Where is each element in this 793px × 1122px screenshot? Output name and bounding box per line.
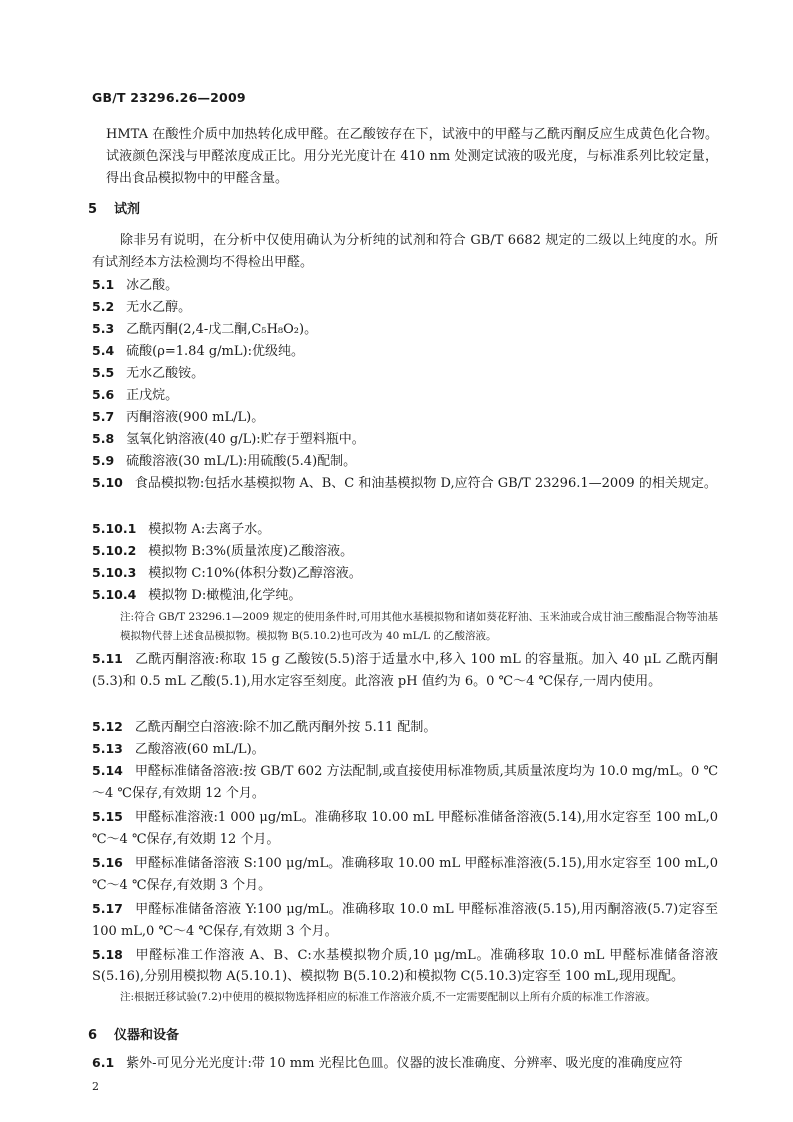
reagents-intro: 除非另有说明，在分析中仅使用确认为分析纯的试剂和符合 GB/T 6682 规定的二级以上纯度的水。所有试剂经本方法检测均不得检出甲醛。 bbox=[92, 233, 718, 270]
note-simulants: 注:符合 GB/T 23296.1—2009 规定的使用条件时,可用其他水基模拟物和诸如葵花籽油、玉米油或合成甘油三酸酯混合物等油基模拟物代替上述食品模拟物。模拟物 B(5.10.2)也可改为 40 mL/L 的乙酸溶液。 bbox=[120, 611, 718, 642]
clause-5-18: 5.18 甲醛标准工作溶液 A、B、C:水基模拟物介质,10 μg/mL。准确移取 10.0 mL 甲醛标准储备溶液 S(5.16),分别用模拟物 A(5.10.1)、模拟物 B(5.10.2)和模拟物 C(5.10.3)定容至 100 mL,现用现配。 bbox=[92, 947, 718, 984]
clause-5-10-1: 5.10.1 模拟物 A:去离子水。 bbox=[92, 521, 271, 537]
clause-5-8: 5.8 氢氧化钠溶液(40 g/L):贮存于塑料瓶中。 bbox=[92, 431, 365, 447]
clause-5-10-2: 5.10.2 模拟物 B:3%(质量浓度)乙酸溶液。 bbox=[92, 543, 354, 559]
section-title: 试剂 bbox=[114, 202, 141, 217]
standard-header: GB/T 23296.26—2009 bbox=[92, 90, 246, 105]
clause-5-14: 5.14 甲醛标准储备溶液:按 GB/T 602 方法配制,或直接使用标准物质,其质量浓度均为 10.0 mg/mL。0 ℃～4 ℃保存,有效期 12 个月。 bbox=[92, 763, 718, 801]
clause-5-1: 5.1 冰乙酸。 bbox=[92, 277, 179, 293]
section-number: 5 bbox=[88, 202, 98, 217]
clause-5-13: 5.13 乙酸溶液(60 mL/L)。 bbox=[92, 741, 265, 757]
clause-5-5: 5.5 无水乙酸铵。 bbox=[92, 365, 205, 381]
clause-6-1: 6.1 紫外-可见分光光度计:带 10 mm 光程比色皿。仪器的波长准确度、分辨率、吸光度的准确度应符 bbox=[92, 1055, 683, 1071]
section-number: 6 bbox=[88, 1028, 98, 1043]
clause-5-16: 5.16 甲醛标准储备溶液 S:100 μg/mL。准确移取 10.00 mL 甲醛标准溶液(5.15),用水定容至 100 mL,0 ℃～4 ℃保存,有效期 3 个月。 bbox=[92, 855, 718, 893]
clause-5-3: 5.3 乙酰丙酮(2,4-戊二酮,C₅H₈O₂)。 bbox=[92, 321, 318, 337]
page-number: 2 bbox=[92, 1080, 99, 1093]
clause-5-11: 5.11 乙酰丙酮溶液:称取 15 g 乙酸铵(5.5)溶于适量水中,移入 100 mL 的容量瓶。加入 40 μL 乙酰丙酮(5.3)和 0.5 mL 乙酸(5.1),用水定容至刻度。此溶液 pH 值约为 6。0 ℃～4 ℃保存,一周内使用。 bbox=[92, 651, 718, 689]
clause-5-10-3: 5.10.3 模拟物 C:10%(体积分数)乙醇溶液。 bbox=[92, 565, 362, 581]
clause-5-7: 5.7 丙酮溶液(900 mL/L)。 bbox=[92, 409, 265, 425]
clause-5-4: 5.4 硫酸(ρ=1.84 g/mL):优级纯。 bbox=[92, 343, 304, 359]
clause-5-10-4: 5.10.4 模拟物 D:橄榄油,化学纯。 bbox=[92, 587, 302, 603]
clause-5-12: 5.12 乙酰丙酮空白溶液:除不加乙酰丙酮外按 5.11 配制。 bbox=[92, 719, 437, 735]
section-title: 仪器和设备 bbox=[114, 1028, 180, 1043]
intro-paragraph: HMTA 在酸性介质中加热转化成甲醛。在乙酸铵存在下，试液中的甲醛与乙酰丙酮反应生成黄色化合物。试液颜色深浅与甲醛浓度成正比。用分光光度计在 410 nm 处测定试液的吸光度，与标准系列比较定量，得出食品模拟物中的甲醛含量。 bbox=[106, 127, 718, 186]
note-working-solutions: 注:根据迁移试验(7.2)中使用的模拟物选择相应的标准工作溶液介质,不一定需要配制以上所有介质的标准工作溶液。 bbox=[120, 991, 656, 1003]
section-heading-reagents bbox=[88, 198, 140, 217]
clause-5-17: 5.17 甲醛标准储备溶液 Y:100 μg/mL。准确移取 10.0 mL 甲醛标准溶液(5.15),用丙酮溶液(5.7)定容至 100 mL,0 ℃～4 ℃保存,有效期 3 个月。 bbox=[92, 901, 718, 939]
clause-5-2: 5.2 无水乙醇。 bbox=[92, 299, 192, 315]
clause-5-10: 5.10 食品模拟物:包括水基模拟物 A、B、C 和油基模拟物 D,应符合 GB/T 23296.1—2009 的相关规定。 bbox=[92, 475, 717, 491]
clause-5-15: 5.15 甲醛标准溶液:1 000 μg/mL。准确移取 10.00 mL 甲醛标准储备溶液(5.14),用水定容至 100 mL,0 ℃～4 ℃保存,有效期 12 个月。 bbox=[92, 809, 718, 847]
clause-5-9: 5.9 硫酸溶液(30 mL/L):用硫酸(5.4)配制。 bbox=[92, 453, 357, 469]
clause-5-6: 5.6 正戊烷。 bbox=[92, 387, 179, 403]
section-heading-equipment bbox=[88, 1024, 179, 1043]
